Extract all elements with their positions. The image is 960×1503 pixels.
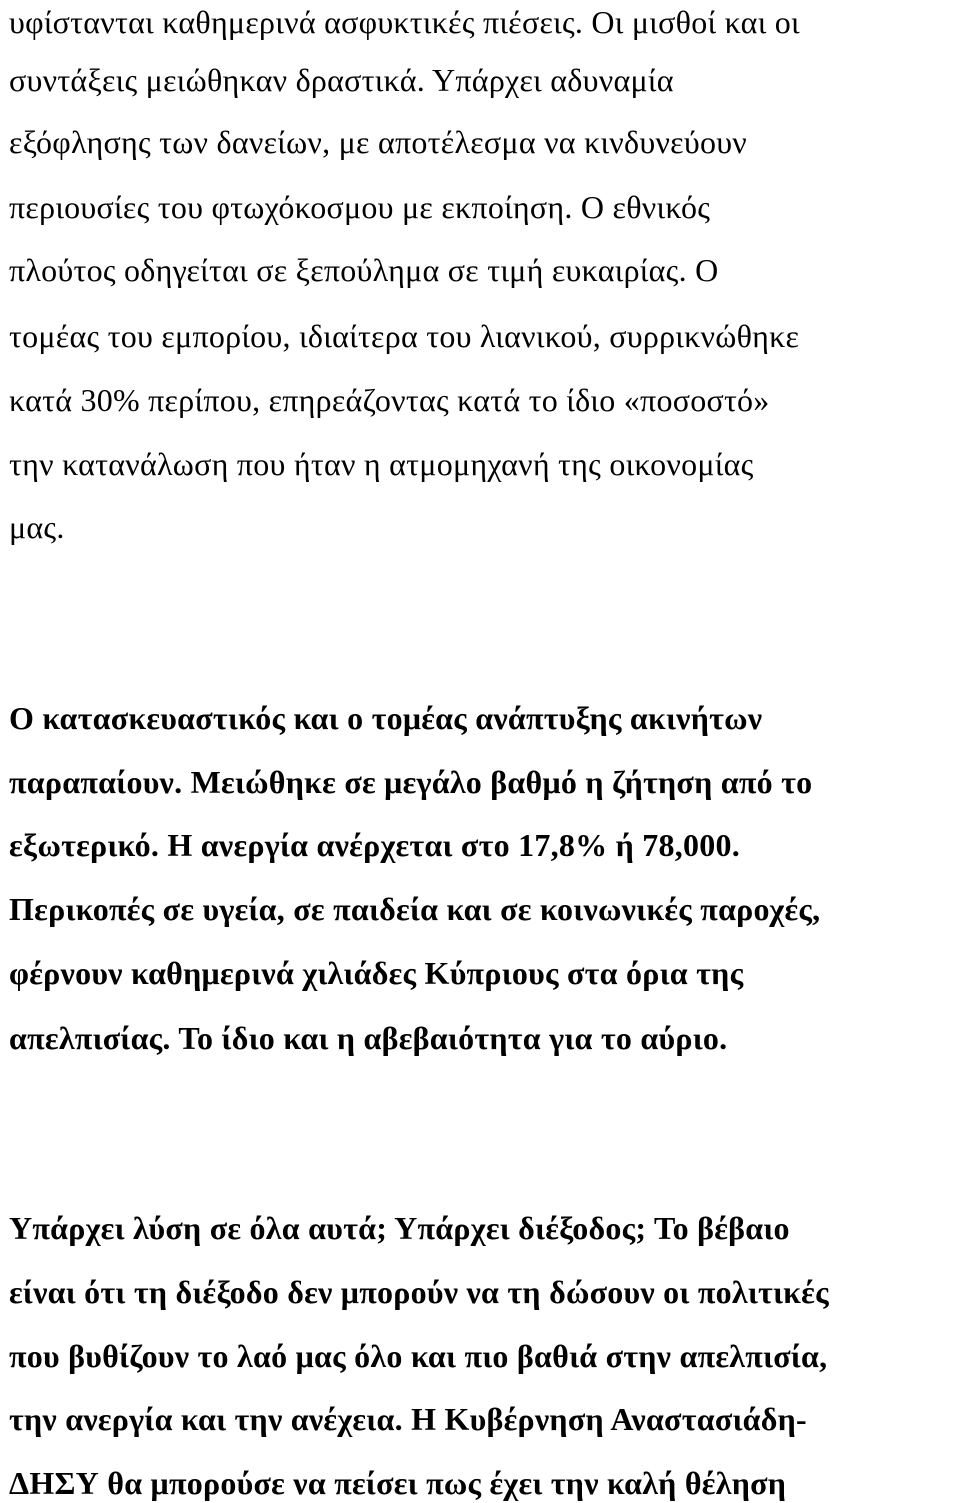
text-line: ΔΗΣΥ θα μπορούσε να πείσει πως έχει την καλή θέληση xyxy=(9,1465,787,1501)
text-line: την ανεργία και την ανέχεια. Η Κυβέρνηση Αναστασιάδη- xyxy=(9,1401,807,1437)
text-line: παραπαίουν. Μειώθηκε σε μεγάλο βαθμό η ζήτηση από το xyxy=(9,764,813,800)
text-line: εξωτερικό. Η ανεργία ανέρχεται στο 17,8% ή 78,000. xyxy=(9,827,740,863)
text-line: μας. xyxy=(9,509,65,545)
text-line: πλούτος οδηγείται σε ξεπούλημα σε τιμή ευκαιρίας. Ο xyxy=(9,252,719,288)
text-line: περιουσίες του φτωχόκοσμου με εκποίηση. Ο εθνικός xyxy=(9,189,711,225)
text-line: Ο κατασκευαστικός και ο τομέας ανάπτυξης ακινήτων xyxy=(9,700,763,736)
text-line: κατά 30% περίπου, επηρεάζοντας κατά το ίδιο «ποσοστό» xyxy=(9,382,770,418)
text-line: φέρνουν καθημερινά χιλιάδες Κύπριους στα όρια της xyxy=(9,955,744,991)
text-line: συντάξεις μειώθηκαν δραστικά. Υπάρχει αδυναμία xyxy=(9,62,674,98)
text-line: απελπισίας. Το ίδιο και η αβεβαιότητα για το αύριο. xyxy=(9,1020,728,1056)
text-line: εξόφλησης των δανείων, με αποτέλεσμα να κινδυνεύουν xyxy=(9,124,747,160)
text-line: που βυθίζουν το λαό μας όλο και πιο βαθιά στην απελπισία, xyxy=(9,1338,828,1374)
text-line: υφίστανται καθημερινά ασφυκτικές πιέσεις. Οι μισθοί και οι xyxy=(9,4,800,40)
text-line: την κατανάλωση που ήταν η ατμομηχανή της οικονομίας xyxy=(9,446,754,482)
text-line: τομέας του εμπορίου, ιδιαίτερα του λιανικού, συρρικνώθηκε xyxy=(9,318,800,354)
text-line: Περικοπές σε υγεία, σε παιδεία και σε κοινωνικές παροχές, xyxy=(9,891,821,927)
text-line: είναι ότι τη διέξοδο δεν μπορούν να τη δώσουν οι πολιτικές xyxy=(9,1274,829,1310)
text-line: Υπάρχει λύση σε όλα αυτά; Υπάρχει διέξοδος; Το βέβαιο xyxy=(9,1210,790,1246)
